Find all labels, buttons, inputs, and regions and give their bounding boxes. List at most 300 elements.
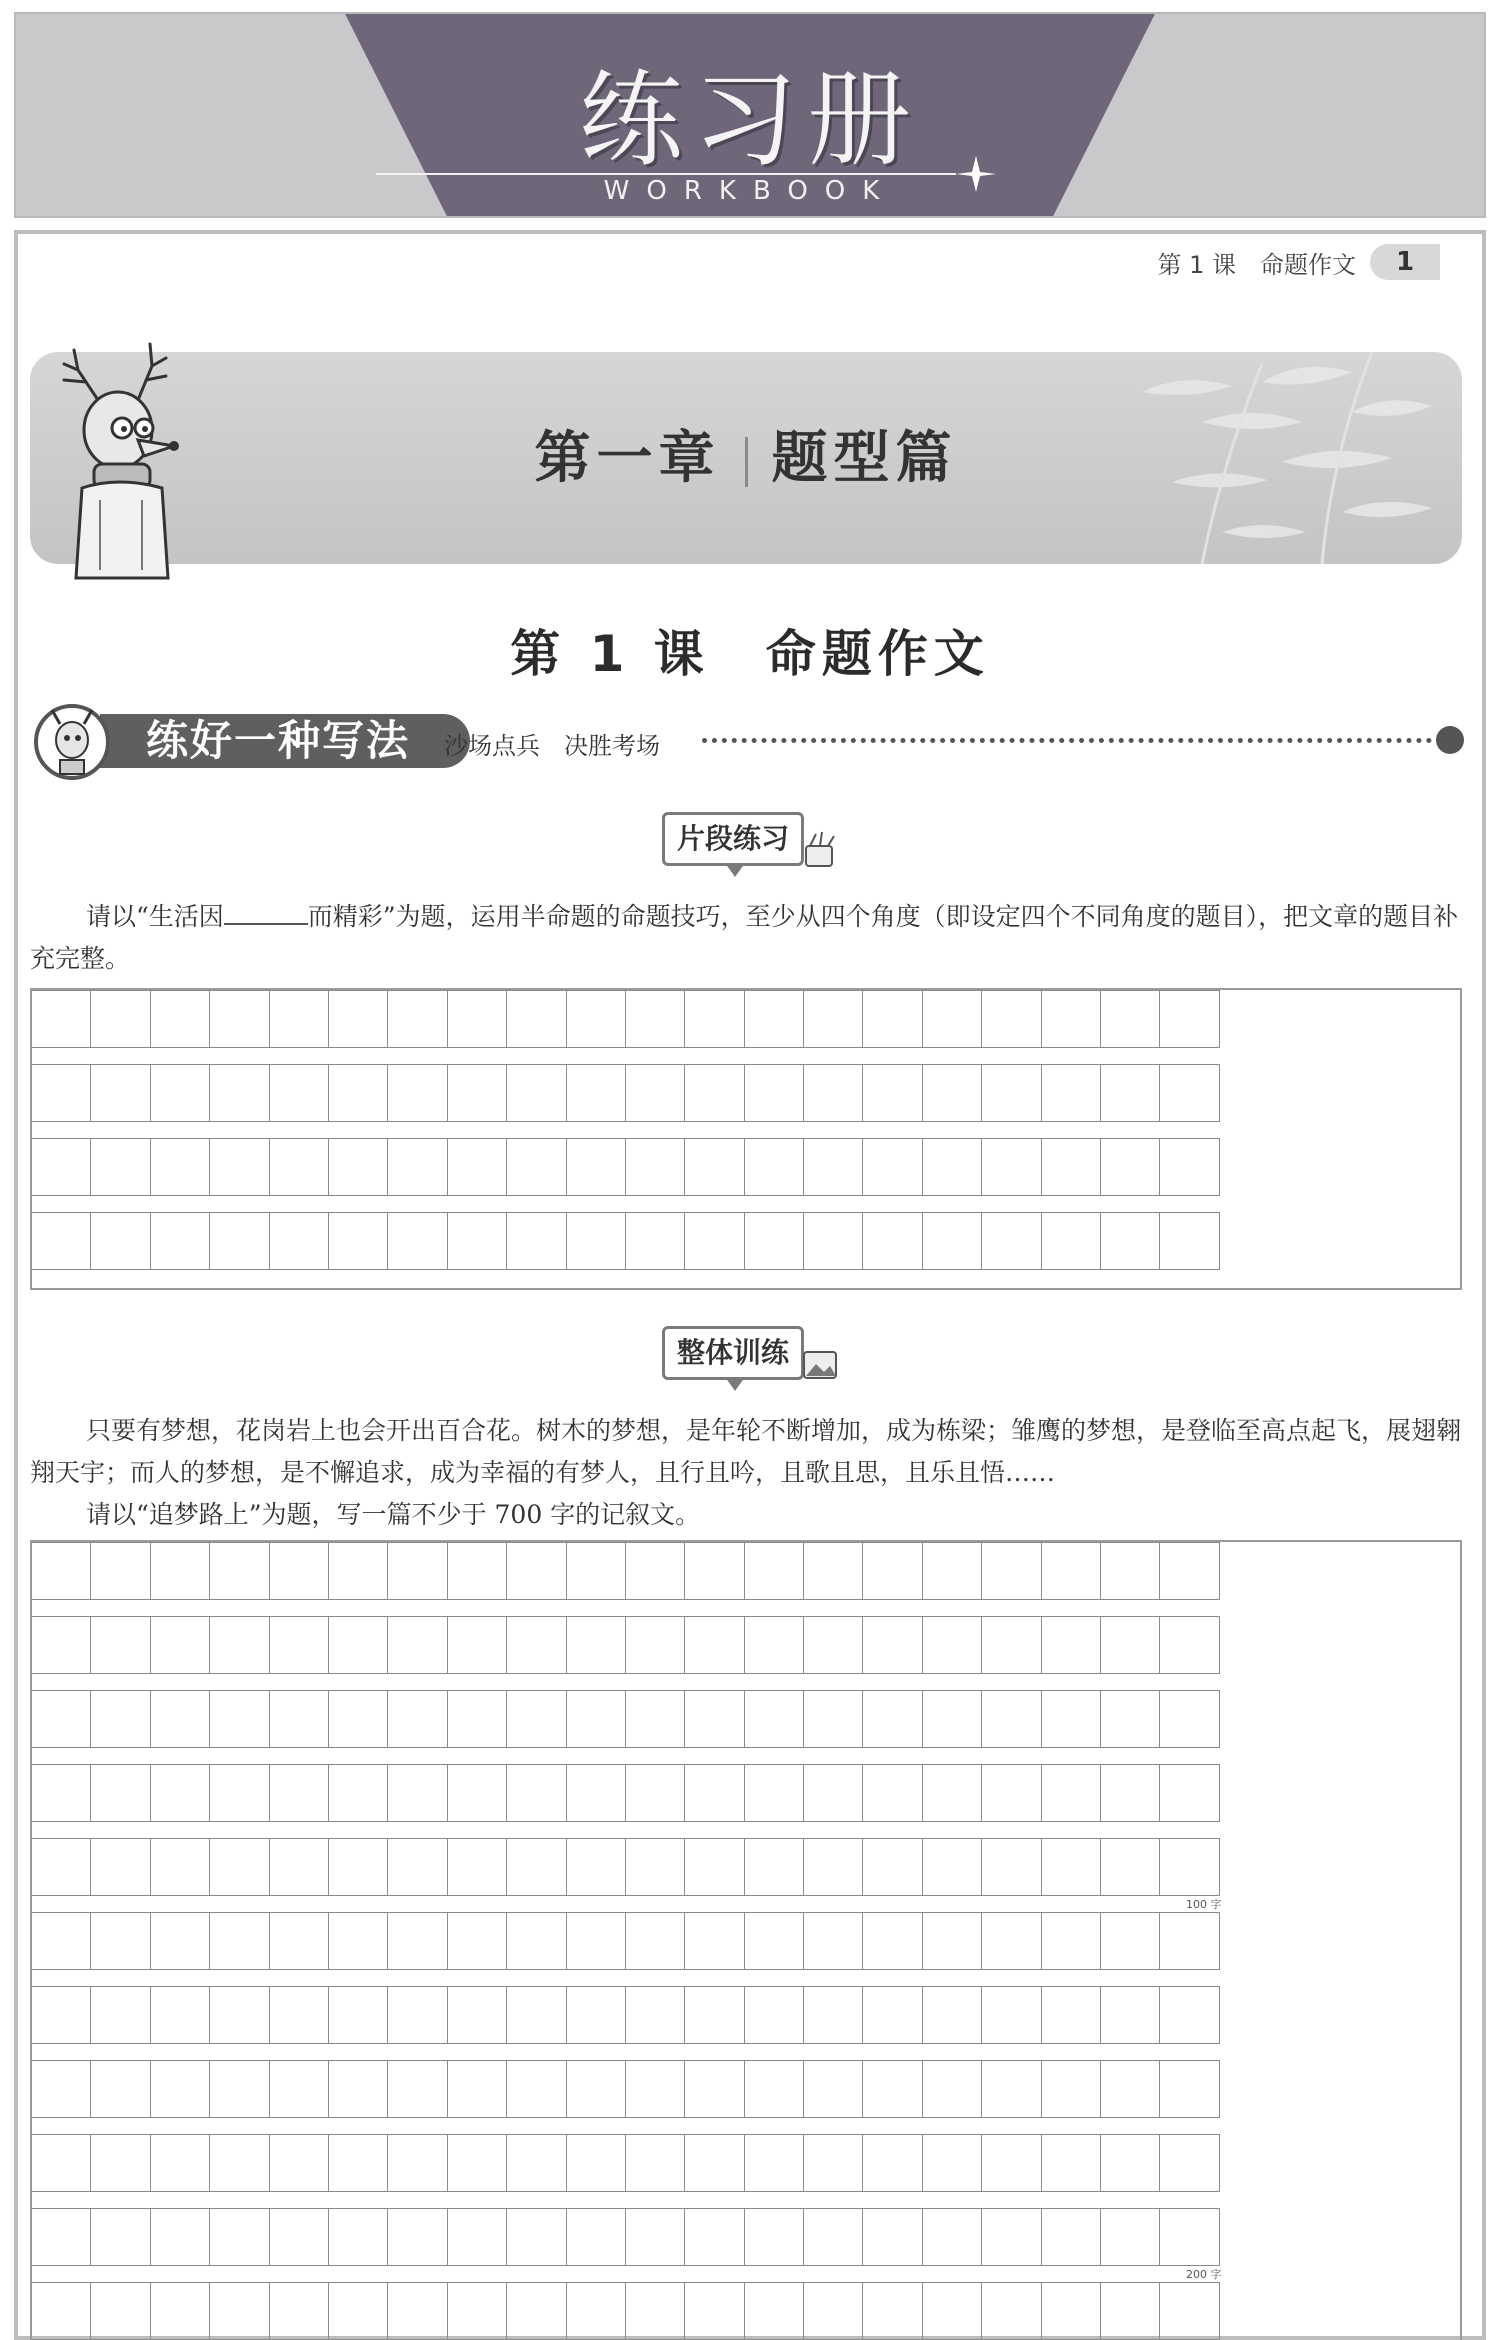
grid-cell[interactable]: [685, 1138, 744, 1196]
grid-cell[interactable]: [1042, 990, 1101, 1048]
grid-cell[interactable]: [923, 1542, 982, 1600]
grid-cell[interactable]: [151, 2208, 210, 2266]
grid-cell[interactable]: [745, 990, 804, 1048]
grid-cell[interactable]: [388, 2060, 447, 2118]
grid-cell[interactable]: [448, 1616, 507, 1674]
grid-cell[interactable]: [1101, 1542, 1160, 1600]
grid-cell[interactable]: [388, 990, 447, 1048]
grid-cell[interactable]: [1042, 1986, 1101, 2044]
grid-cell[interactable]: [1101, 2060, 1160, 2118]
grid-cell[interactable]: [685, 1212, 744, 1270]
grid-cell[interactable]: [982, 1542, 1041, 1600]
grid-cell[interactable]: [91, 1838, 150, 1896]
grid-cell[interactable]: [745, 1690, 804, 1748]
grid-cell[interactable]: [804, 1064, 863, 1122]
grid-cell[interactable]: [982, 1212, 1041, 1270]
grid-cell[interactable]: [982, 2282, 1041, 2340]
grid-cell[interactable]: [1101, 1764, 1160, 1822]
grid-cell[interactable]: [626, 1542, 685, 1600]
grid-cell[interactable]: [91, 2208, 150, 2266]
grid-cell[interactable]: [863, 1838, 922, 1896]
grid-cell[interactable]: [745, 1912, 804, 1970]
grid-cell[interactable]: [1101, 1912, 1160, 1970]
grid-cell[interactable]: [32, 1838, 91, 1896]
grid-cell[interactable]: [329, 1838, 388, 1896]
grid-cell[interactable]: [388, 1690, 447, 1748]
grid-cell[interactable]: [448, 1212, 507, 1270]
grid-cell[interactable]: [210, 1912, 269, 1970]
grid-cell[interactable]: [507, 1138, 566, 1196]
grid-cell[interactable]: [151, 990, 210, 1048]
grid-cell[interactable]: [32, 1616, 91, 1674]
grid-cell[interactable]: [1042, 2134, 1101, 2192]
grid-cell[interactable]: [91, 1986, 150, 2044]
grid-cell[interactable]: [32, 2208, 91, 2266]
grid-cell[interactable]: [270, 1986, 329, 2044]
grid-cell[interactable]: [1160, 1064, 1219, 1122]
grid-cell[interactable]: [804, 1542, 863, 1600]
grid-cell[interactable]: [448, 1064, 507, 1122]
grid-cell[interactable]: [507, 1212, 566, 1270]
grid-cell[interactable]: [507, 2282, 566, 2340]
grid-cell[interactable]: [567, 1212, 626, 1270]
grid-cell[interactable]: [32, 990, 91, 1048]
grid-cell[interactable]: [567, 1986, 626, 2044]
grid-cell[interactable]: [804, 1138, 863, 1196]
grid-cell[interactable]: [210, 1212, 269, 1270]
grid-cell[interactable]: [507, 2208, 566, 2266]
grid-cell[interactable]: [151, 1212, 210, 1270]
grid-cell[interactable]: [1042, 1690, 1101, 1748]
grid-cell[interactable]: [329, 990, 388, 1048]
grid-cell[interactable]: [329, 2282, 388, 2340]
grid-cell[interactable]: [91, 2134, 150, 2192]
grid-cell[interactable]: [151, 1064, 210, 1122]
grid-cell[interactable]: [1042, 2282, 1101, 2340]
grid-cell[interactable]: [210, 1064, 269, 1122]
grid-cell[interactable]: [1101, 2208, 1160, 2266]
grid-cell[interactable]: [982, 1764, 1041, 1822]
grid-cell[interactable]: [329, 2208, 388, 2266]
grid-cell[interactable]: [863, 1064, 922, 1122]
grid-cell[interactable]: [210, 990, 269, 1048]
grid-cell[interactable]: [745, 1064, 804, 1122]
grid-cell[interactable]: [982, 1838, 1041, 1896]
grid-cell[interactable]: [982, 1064, 1041, 1122]
grid-cell[interactable]: [448, 2208, 507, 2266]
grid-cell[interactable]: [1042, 1138, 1101, 1196]
grid-cell[interactable]: [923, 2282, 982, 2340]
grid-cell[interactable]: [685, 1764, 744, 1822]
grid-cell[interactable]: [270, 1838, 329, 1896]
grid-cell[interactable]: [329, 1064, 388, 1122]
grid-cell[interactable]: [745, 1838, 804, 1896]
grid-cell[interactable]: [507, 1616, 566, 1674]
grid-cell[interactable]: [863, 990, 922, 1048]
grid-cell[interactable]: [1101, 1212, 1160, 1270]
grid-cell[interactable]: [626, 2282, 685, 2340]
grid-cell[interactable]: [1042, 1064, 1101, 1122]
grid-cell[interactable]: [270, 1064, 329, 1122]
grid-cell[interactable]: [923, 2134, 982, 2192]
grid-cell[interactable]: [151, 1764, 210, 1822]
grid-cell[interactable]: [923, 1690, 982, 1748]
grid-cell[interactable]: [567, 1542, 626, 1600]
grid-cell[interactable]: [626, 1616, 685, 1674]
grid-cell[interactable]: [329, 1616, 388, 1674]
grid-cell[interactable]: [388, 1764, 447, 1822]
grid-cell[interactable]: [567, 1690, 626, 1748]
grid-cell[interactable]: [210, 1986, 269, 2044]
grid-cell[interactable]: [507, 1064, 566, 1122]
grid-cell[interactable]: [804, 2282, 863, 2340]
grid-cell[interactable]: [210, 2060, 269, 2118]
grid-cell[interactable]: [804, 2060, 863, 2118]
grid-cell[interactable]: [507, 1542, 566, 1600]
grid-cell[interactable]: [567, 1838, 626, 1896]
grid-cell[interactable]: [567, 2134, 626, 2192]
grid-cell[interactable]: [1042, 1912, 1101, 1970]
grid-cell[interactable]: [863, 2134, 922, 2192]
grid-cell[interactable]: [1101, 1138, 1160, 1196]
grid-cell[interactable]: [923, 1986, 982, 2044]
grid-cell[interactable]: [745, 2134, 804, 2192]
grid-cell[interactable]: [745, 2282, 804, 2340]
grid-cell[interactable]: [507, 1838, 566, 1896]
grid-cell[interactable]: [507, 2134, 566, 2192]
grid-cell[interactable]: [567, 1616, 626, 1674]
grid-cell[interactable]: [448, 2060, 507, 2118]
grid-cell[interactable]: [923, 2208, 982, 2266]
grid-cell[interactable]: [388, 1838, 447, 1896]
grid-cell[interactable]: [91, 990, 150, 1048]
grid-cell[interactable]: [1160, 2060, 1219, 2118]
grid-cell[interactable]: [626, 2208, 685, 2266]
grid-cell[interactable]: [863, 2208, 922, 2266]
grid-cell[interactable]: [982, 2208, 1041, 2266]
grid-cell[interactable]: [329, 2060, 388, 2118]
grid-cell[interactable]: [507, 990, 566, 1048]
grid-cell[interactable]: [270, 1912, 329, 1970]
grid-cell[interactable]: [32, 1986, 91, 2044]
grid-cell[interactable]: [1101, 990, 1160, 1048]
grid-cell[interactable]: [151, 2060, 210, 2118]
grid-cell[interactable]: [1042, 2208, 1101, 2266]
grid-cell[interactable]: [448, 1912, 507, 1970]
grid-cell[interactable]: [388, 1064, 447, 1122]
grid-cell[interactable]: [329, 1542, 388, 1600]
grid-cell[interactable]: [567, 2060, 626, 2118]
grid-cell[interactable]: [210, 1542, 269, 1600]
grid-cell[interactable]: [626, 1212, 685, 1270]
grid-cell[interactable]: [567, 2208, 626, 2266]
grid-cell[interactable]: [626, 1838, 685, 1896]
grid-cell[interactable]: [32, 1912, 91, 1970]
grid-cell[interactable]: [1042, 1764, 1101, 1822]
grid-cell[interactable]: [329, 1986, 388, 2044]
grid-cell[interactable]: [685, 2060, 744, 2118]
grid-cell[interactable]: [567, 1912, 626, 1970]
grid-cell[interactable]: [151, 2282, 210, 2340]
grid-cell[interactable]: [1042, 2060, 1101, 2118]
grid-cell[interactable]: [745, 1616, 804, 1674]
grid-cell[interactable]: [982, 990, 1041, 1048]
grid-cell[interactable]: [32, 1212, 91, 1270]
grid-cell[interactable]: [448, 1838, 507, 1896]
grid-cell[interactable]: [863, 2282, 922, 2340]
grid-cell[interactable]: [210, 1138, 269, 1196]
grid-cell[interactable]: [1042, 1616, 1101, 1674]
grid-cell[interactable]: [863, 1912, 922, 1970]
grid-cell[interactable]: [863, 1138, 922, 1196]
grid-cell[interactable]: [863, 1986, 922, 2044]
grid-cell[interactable]: [270, 1764, 329, 1822]
grid-cell[interactable]: [210, 2134, 269, 2192]
grid-cell[interactable]: [804, 1912, 863, 1970]
grid-cell[interactable]: [863, 1542, 922, 1600]
grid-cell[interactable]: [626, 1690, 685, 1748]
grid-cell[interactable]: [626, 1138, 685, 1196]
grid-cell[interactable]: [1160, 1912, 1219, 1970]
grid-cell[interactable]: [685, 1912, 744, 1970]
grid-cell[interactable]: [507, 2060, 566, 2118]
grid-cell[interactable]: [388, 1912, 447, 1970]
grid-cell[interactable]: [923, 1138, 982, 1196]
grid-cell[interactable]: [91, 1690, 150, 1748]
grid-cell[interactable]: [151, 1616, 210, 1674]
grid-cell[interactable]: [923, 1212, 982, 1270]
grid-cell[interactable]: [685, 2282, 744, 2340]
grid-cell[interactable]: [448, 990, 507, 1048]
grid-cell[interactable]: [626, 990, 685, 1048]
grid-cell[interactable]: [1101, 2282, 1160, 2340]
grid-cell[interactable]: [982, 1986, 1041, 2044]
grid-cell[interactable]: [804, 2134, 863, 2192]
grid-cell[interactable]: [923, 1616, 982, 1674]
grid-cell[interactable]: [270, 2282, 329, 2340]
grid-cell[interactable]: [388, 2282, 447, 2340]
grid-cell[interactable]: [91, 1764, 150, 1822]
grid-cell[interactable]: [982, 2060, 1041, 2118]
grid-cell[interactable]: [804, 1212, 863, 1270]
grid-cell[interactable]: [210, 1838, 269, 1896]
grid-cell[interactable]: [1160, 1542, 1219, 1600]
grid-cell[interactable]: [982, 1912, 1041, 1970]
grid-cell[interactable]: [329, 1912, 388, 1970]
grid-cell[interactable]: [270, 1138, 329, 1196]
grid-cell[interactable]: [270, 1212, 329, 1270]
grid-cell[interactable]: [270, 2060, 329, 2118]
grid-cell[interactable]: [448, 1764, 507, 1822]
grid-cell[interactable]: [863, 1212, 922, 1270]
grid-cell[interactable]: [210, 1764, 269, 1822]
grid-cell[interactable]: [745, 1764, 804, 1822]
grid-cell[interactable]: [388, 1986, 447, 2044]
grid-cell[interactable]: [507, 1690, 566, 1748]
grid-cell[interactable]: [91, 1912, 150, 1970]
grid-cell[interactable]: [32, 1064, 91, 1122]
grid-cell[interactable]: [567, 1138, 626, 1196]
grid-cell[interactable]: [151, 2134, 210, 2192]
grid-cell[interactable]: [329, 2134, 388, 2192]
grid-cell[interactable]: [32, 2134, 91, 2192]
grid-cell[interactable]: [626, 2134, 685, 2192]
grid-cell[interactable]: [685, 1064, 744, 1122]
grid-cell[interactable]: [745, 1138, 804, 1196]
grid-cell[interactable]: [448, 2282, 507, 2340]
grid-cell[interactable]: [863, 1690, 922, 1748]
grid-cell[interactable]: [863, 1616, 922, 1674]
grid-cell[interactable]: [863, 1764, 922, 1822]
grid-cell[interactable]: [1160, 1690, 1219, 1748]
grid-cell[interactable]: [32, 1542, 91, 1600]
grid-cell[interactable]: [626, 1912, 685, 1970]
writing-grid-2[interactable]: [30, 1540, 1462, 2340]
grid-cell[interactable]: [388, 1138, 447, 1196]
grid-cell[interactable]: [91, 1064, 150, 1122]
grid-cell[interactable]: [32, 1138, 91, 1196]
grid-cell[interactable]: [91, 1212, 150, 1270]
grid-cell[interactable]: [567, 1064, 626, 1122]
grid-cell[interactable]: [804, 990, 863, 1048]
grid-cell[interactable]: [745, 1986, 804, 2044]
grid-cell[interactable]: [507, 1912, 566, 1970]
grid-cell[interactable]: [567, 2282, 626, 2340]
grid-cell[interactable]: [1101, 1986, 1160, 2044]
grid-cell[interactable]: [448, 1690, 507, 1748]
grid-cell[interactable]: [329, 1212, 388, 1270]
grid-cell[interactable]: [270, 2134, 329, 2192]
grid-cell[interactable]: [151, 1138, 210, 1196]
grid-cell[interactable]: [745, 1212, 804, 1270]
grid-cell[interactable]: [685, 1838, 744, 1896]
grid-cell[interactable]: [388, 1616, 447, 1674]
grid-cell[interactable]: [507, 1986, 566, 2044]
grid-cell[interactable]: [329, 1138, 388, 1196]
grid-cell[interactable]: [1101, 1838, 1160, 1896]
grid-cell[interactable]: [151, 1838, 210, 1896]
grid-cell[interactable]: [32, 2060, 91, 2118]
grid-cell[interactable]: [388, 2208, 447, 2266]
grid-cell[interactable]: [91, 2282, 150, 2340]
grid-cell[interactable]: [1160, 1616, 1219, 1674]
grid-cell[interactable]: [804, 1838, 863, 1896]
grid-cell[interactable]: [210, 2208, 269, 2266]
grid-cell[interactable]: [151, 1542, 210, 1600]
fill-blank[interactable]: [224, 901, 308, 925]
grid-cell[interactable]: [804, 1616, 863, 1674]
grid-cell[interactable]: [1160, 2208, 1219, 2266]
grid-cell[interactable]: [270, 1690, 329, 1748]
grid-cell[interactable]: [626, 1764, 685, 1822]
grid-cell[interactable]: [91, 1616, 150, 1674]
grid-cell[interactable]: [923, 1764, 982, 1822]
grid-cell[interactable]: [448, 2134, 507, 2192]
grid-cell[interactable]: [804, 1690, 863, 1748]
grid-cell[interactable]: [1101, 1616, 1160, 1674]
grid-cell[interactable]: [270, 1616, 329, 1674]
grid-cell[interactable]: [685, 1616, 744, 1674]
grid-cell[interactable]: [1101, 2134, 1160, 2192]
grid-cell[interactable]: [448, 1986, 507, 2044]
grid-cell[interactable]: [1160, 2134, 1219, 2192]
grid-cell[interactable]: [685, 1986, 744, 2044]
grid-cell[interactable]: [863, 2060, 922, 2118]
grid-cell[interactable]: [1042, 1212, 1101, 1270]
grid-cell[interactable]: [626, 1064, 685, 1122]
grid-cell[interactable]: [1101, 1690, 1160, 1748]
grid-cell[interactable]: [270, 1542, 329, 1600]
grid-cell[interactable]: [685, 990, 744, 1048]
grid-cell[interactable]: [388, 1542, 447, 1600]
grid-cell[interactable]: [685, 1690, 744, 1748]
grid-cell[interactable]: [745, 1542, 804, 1600]
grid-cell[interactable]: [388, 2134, 447, 2192]
grid-cell[interactable]: [923, 1064, 982, 1122]
grid-cell[interactable]: [448, 1542, 507, 1600]
grid-cell[interactable]: [507, 1764, 566, 1822]
grid-cell[interactable]: [567, 990, 626, 1048]
grid-cell[interactable]: [685, 2134, 744, 2192]
grid-cell[interactable]: [923, 1912, 982, 1970]
grid-cell[interactable]: [329, 1764, 388, 1822]
grid-cell[interactable]: [1042, 1542, 1101, 1600]
grid-cell[interactable]: [804, 1986, 863, 2044]
grid-cell[interactable]: [270, 2208, 329, 2266]
grid-cell[interactable]: [1160, 1764, 1219, 1822]
grid-cell[interactable]: [923, 990, 982, 1048]
grid-cell[interactable]: [1042, 1838, 1101, 1896]
writing-grid-1[interactable]: [30, 988, 1462, 1290]
grid-cell[interactable]: [982, 2134, 1041, 2192]
grid-cell[interactable]: [388, 1212, 447, 1270]
grid-cell[interactable]: [626, 1986, 685, 2044]
grid-cell[interactable]: [1160, 1138, 1219, 1196]
grid-cell[interactable]: [210, 2282, 269, 2340]
grid-cell[interactable]: [32, 1690, 91, 1748]
grid-cell[interactable]: [151, 1690, 210, 1748]
grid-cell[interactable]: [982, 1616, 1041, 1674]
grid-cell[interactable]: [329, 1690, 388, 1748]
grid-cell[interactable]: [804, 1764, 863, 1822]
grid-cell[interactable]: [626, 2060, 685, 2118]
grid-cell[interactable]: [91, 2060, 150, 2118]
grid-cell[interactable]: [1101, 1064, 1160, 1122]
grid-cell[interactable]: [91, 1138, 150, 1196]
grid-cell[interactable]: [923, 2060, 982, 2118]
grid-cell[interactable]: [151, 1912, 210, 1970]
grid-cell[interactable]: [923, 1838, 982, 1896]
grid-cell[interactable]: [270, 990, 329, 1048]
grid-cell[interactable]: [567, 1764, 626, 1822]
grid-cell[interactable]: [1160, 1212, 1219, 1270]
grid-cell[interactable]: [685, 1542, 744, 1600]
grid-cell[interactable]: [91, 1542, 150, 1600]
grid-cell[interactable]: [210, 1690, 269, 1748]
grid-cell[interactable]: [745, 2208, 804, 2266]
grid-cell[interactable]: [1160, 2282, 1219, 2340]
grid-cell[interactable]: [982, 1690, 1041, 1748]
grid-cell[interactable]: [804, 2208, 863, 2266]
grid-cell[interactable]: [685, 2208, 744, 2266]
grid-cell[interactable]: [1160, 1838, 1219, 1896]
grid-cell[interactable]: [1160, 1986, 1219, 2044]
grid-cell[interactable]: [210, 1616, 269, 1674]
grid-cell[interactable]: [745, 2060, 804, 2118]
grid-cell[interactable]: [1160, 990, 1219, 1048]
grid-cell[interactable]: [32, 2282, 91, 2340]
grid-cell[interactable]: [151, 1986, 210, 2044]
